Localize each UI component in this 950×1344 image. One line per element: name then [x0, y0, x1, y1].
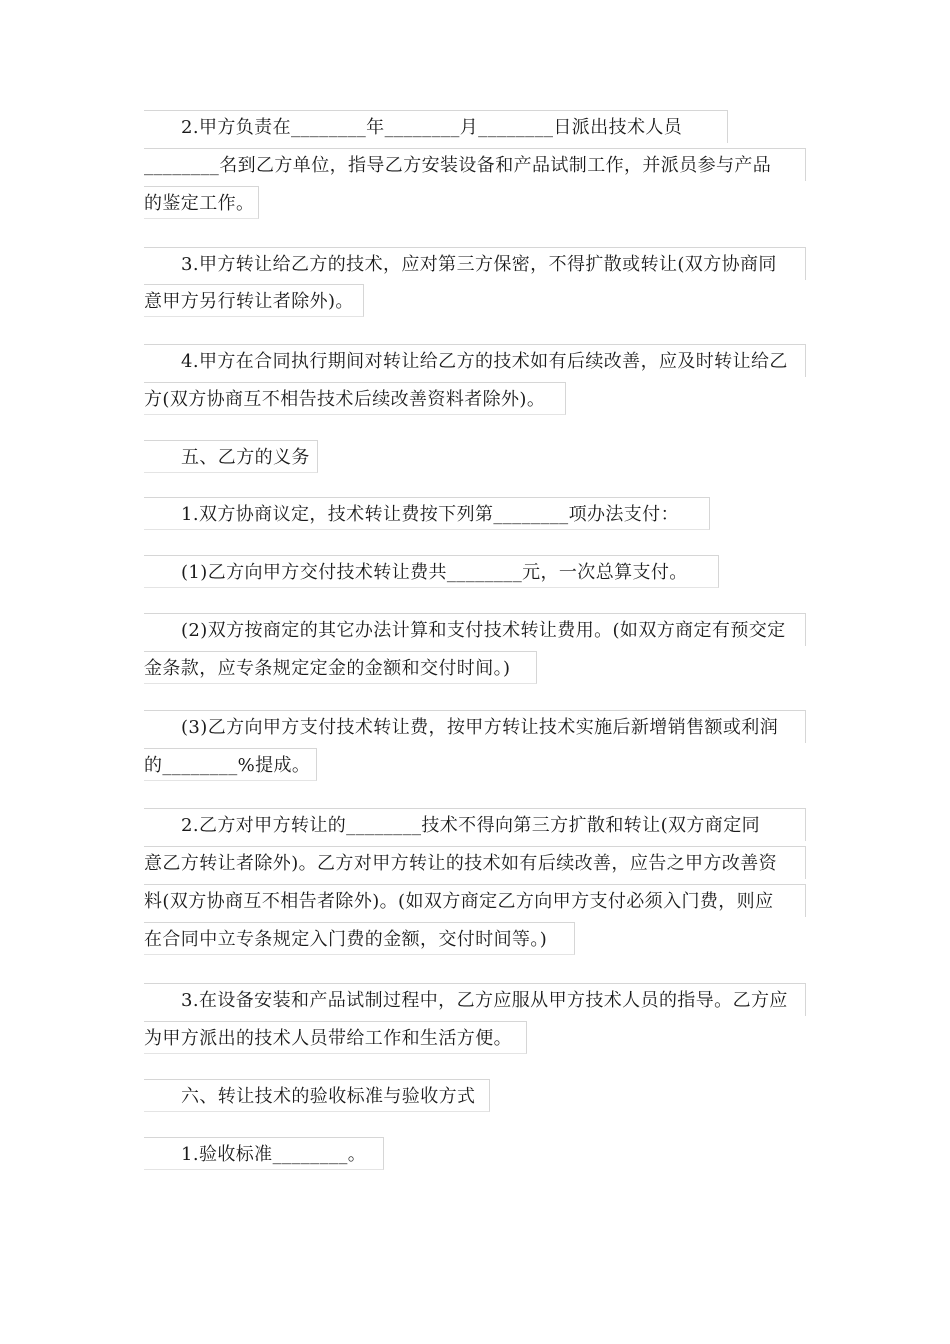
clause-2-line-2: ________名到乙方单位，指导乙方安装设备和产品试制工作，并派员参与产品 [144, 148, 806, 181]
option-1: (1)乙方向甲方交付技术转让费共________元，一次总算支付。 [144, 555, 719, 588]
section-5-item-3-line-1: 3.在设备安装和产品试制过程中，乙方应服从甲方技术人员的指导。乙方应 [144, 983, 806, 1016]
section-6-item-1: 1.验收标准________。 [144, 1137, 384, 1170]
section-5-item-2-line-2: 意乙方转让者除外)。乙方对甲方转让的技术如有后续改善，应告之甲方改善资 [144, 846, 806, 879]
clause-4-line-1: 4.甲方在合同执行期间对转让给乙方的技术如有后续改善，应及时转让给乙 [144, 344, 806, 377]
section-5-item-3-line-2: 为甲方派出的技术人员带给工作和生活方便。 [144, 1021, 527, 1054]
option-3-line-2: 的________%提成。 [144, 748, 317, 781]
section-6-heading: 六、转让技术的验收标准与验收方式 [144, 1079, 490, 1112]
option-2-line-1: (2)双方按商定的其它办法计算和支付技术转让费用。(如双方商定有预交定 [144, 613, 806, 646]
section-5-heading: 五、乙方的义务 [144, 440, 318, 473]
clause-3-line-2: 意甲方另行转让者除外)。 [144, 284, 364, 317]
section-5-item-1: 1.双方协商议定，技术转让费按下列第________项办法支付： [144, 497, 710, 530]
option-2-line-2: 金条款，应专条规定定金的金额和交付时间。) [144, 651, 537, 684]
section-5-item-2-line-4: 在合同中立专条规定入门费的金额，交付时间等。) [144, 922, 575, 955]
clause-4-line-2: 方(双方协商互不相告技术后续改善资料者除外)。 [144, 382, 566, 415]
section-5-item-2-line-3: 料(双方协商互不相告者除外)。(如双方商定乙方向甲方支付必须入门费，则应 [144, 884, 806, 917]
option-3-line-1: (3)乙方向甲方支付技术转让费，按甲方转让技术实施后新增销售额或利润 [144, 710, 806, 743]
clause-2-line-1: 2.甲方负责在________年________月________日派出技术人员 [144, 110, 728, 143]
clause-3-line-1: 3.甲方转让给乙方的技术，应对第三方保密，不得扩散或转让(双方协商同 [144, 247, 806, 280]
section-5-item-2-line-1: 2.乙方对甲方转让的________技术不得向第三方扩散和转让(双方商定同 [144, 808, 806, 841]
clause-2-line-3: 的鉴定工作。 [144, 186, 259, 219]
